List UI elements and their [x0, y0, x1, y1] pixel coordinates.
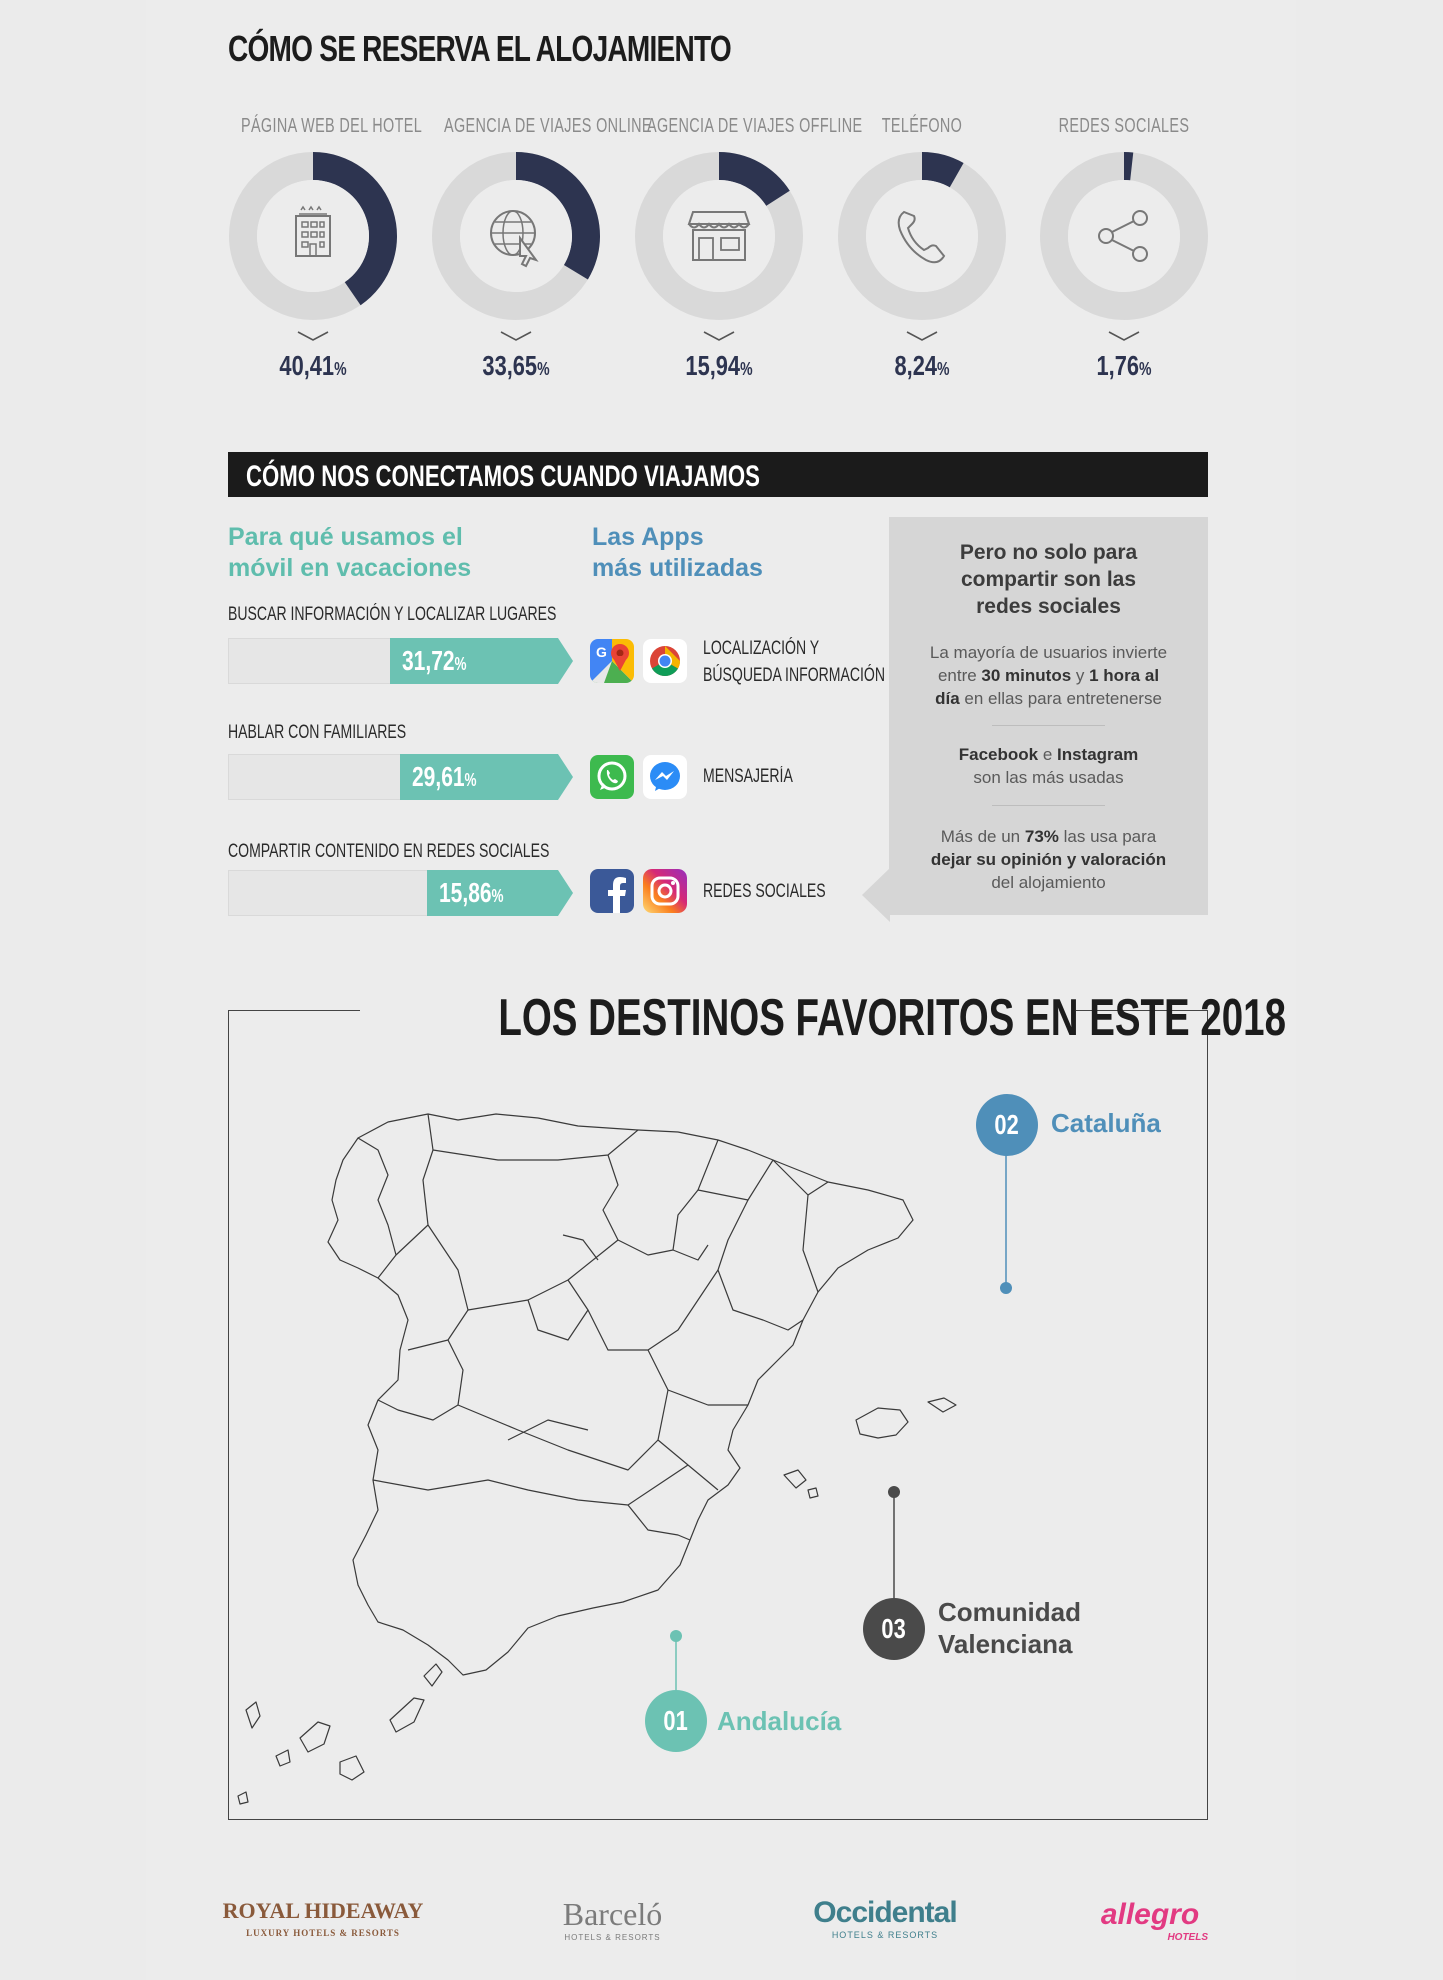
use-label-search: BUSCAR INFORMACIÓN Y LOCALIZAR LUGARES: [228, 604, 557, 625]
apps-heading: Las Apps más utilizadas: [592, 523, 763, 582]
social-info-box: [889, 517, 1208, 915]
donut-center: [1068, 180, 1180, 292]
pointer-dot-cataluna: [1000, 1282, 1012, 1294]
bar-fill: 29,61%: [400, 754, 558, 800]
chrome-icon: [643, 639, 687, 683]
side-box-pointer: [862, 868, 890, 922]
region-name-cataluna: Cataluña: [1051, 1108, 1161, 1138]
donut-center: [663, 180, 775, 292]
whatsapp-icon: [590, 755, 634, 799]
section-connect-title-bar: [228, 452, 1208, 497]
rank-badge-valenciana: 03: [863, 1598, 925, 1660]
region-name-valenciana: Comunidad Valenciana: [938, 1597, 1081, 1659]
logo-barcelo: Barceló HOTELS & RESORTS: [562, 1896, 663, 1942]
channel-label: PÁGINA WEB DEL HOTEL: [241, 115, 423, 137]
bar-fill: 31,72%: [390, 638, 558, 684]
use-label-family: HABLAR CON FAMILIARES: [228, 722, 407, 743]
app-label-line: BÚSQUEDA INFORMACIÓN: [703, 665, 886, 686]
logo-royal-hideaway: ROYAL HIDEAWAY LUXURY HOTELS & RESORTS: [222, 1898, 424, 1938]
channel-label: TELÉFONO: [881, 115, 963, 137]
divider: [992, 805, 1105, 806]
bar-fill: 15,86%: [427, 870, 558, 916]
section-booking-title: CÓMO SE RESERVA EL ALOJAMIENTO: [228, 28, 731, 69]
channel-donut: [619, 136, 819, 336]
bar-arrow: [558, 870, 573, 916]
donut-center: [866, 180, 978, 292]
channel-percent: 33,65%: [482, 350, 550, 381]
bar-arrow: [558, 754, 573, 800]
uses-heading: Para qué usamos el móvil en vacaciones: [228, 523, 472, 582]
use-label-social: COMPARTIR CONTENIDO EN REDES SOCIALES: [228, 841, 550, 862]
donut-center: [257, 180, 369, 292]
instagram-icon: [643, 869, 687, 913]
pointer-dot-valenciana: [888, 1486, 900, 1498]
use-bar-family: [228, 754, 588, 800]
google-maps-icon: [590, 639, 634, 683]
app-label-line: MENSAJERÍA: [703, 766, 793, 787]
divider: [992, 725, 1105, 726]
channel-percent: 15,94%: [685, 350, 753, 381]
channel-donut: [213, 136, 413, 336]
logo-occidental: Occidental HOTELS & RESORTS: [813, 1896, 957, 1940]
app-label-line: LOCALIZACIÓN Y: [703, 638, 820, 659]
svg-text:G: G: [596, 644, 607, 660]
use-bar-social: [228, 870, 588, 916]
channel-percent: 8,24%: [894, 350, 950, 381]
chevron-down-icon: [702, 330, 736, 342]
side-box-title: Pero no solo para compartir son las redes sociales: [959, 541, 1138, 618]
channel-donut: [416, 136, 616, 336]
channel-percent: 1,76%: [1096, 350, 1152, 381]
side-box-text-time: La mayoría de usuarios invierte entre 30 minutos y 1 hora al día en ellas para entretenerse: [929, 643, 1168, 708]
logo-allegro: allegro HOTELS: [1100, 1898, 1208, 1943]
messenger-icon: [643, 755, 687, 799]
channel-percent: 40,41%: [279, 350, 347, 381]
channel-donut: [822, 136, 1022, 336]
channel-donut: [1024, 136, 1224, 336]
app-label-line: REDES SOCIALES: [703, 881, 826, 902]
region-name-andalucia: Andalucía: [717, 1706, 842, 1736]
spain-outline: [238, 1114, 956, 1804]
pointer-dot-andalucia: [670, 1630, 682, 1642]
donut-center: [460, 180, 572, 292]
facebook-icon: [590, 869, 634, 913]
channel-label: AGENCIA DE VIAJES ONLINE: [444, 115, 652, 137]
use-bar-search: [228, 638, 588, 684]
section-connect-title: CÓMO NOS CONECTAMOS CUANDO VIAJAMOS: [246, 460, 760, 493]
channel-label: REDES SOCIALES: [1058, 115, 1190, 137]
chevron-down-icon: [1107, 330, 1141, 342]
map-title: LOS DESTINOS FAVORITOS EN ESTE 2018: [498, 989, 1286, 1047]
chevron-down-icon: [499, 330, 533, 342]
bar-arrow: [558, 638, 573, 684]
channel-label: AGENCIA DE VIAJES OFFLINE: [647, 115, 863, 137]
chevron-down-icon: [905, 330, 939, 342]
chevron-down-icon: [296, 330, 330, 342]
side-box-text-opinion: Más de un 73% las usa para dejar su opinión y valoración del alojamiento: [930, 827, 1167, 892]
rank-badge-cataluna: 02: [976, 1094, 1038, 1156]
side-box-text-platforms: Facebook e Instagram son las más usadas: [958, 745, 1139, 787]
rank-badge-andalucia: 01: [645, 1690, 707, 1752]
